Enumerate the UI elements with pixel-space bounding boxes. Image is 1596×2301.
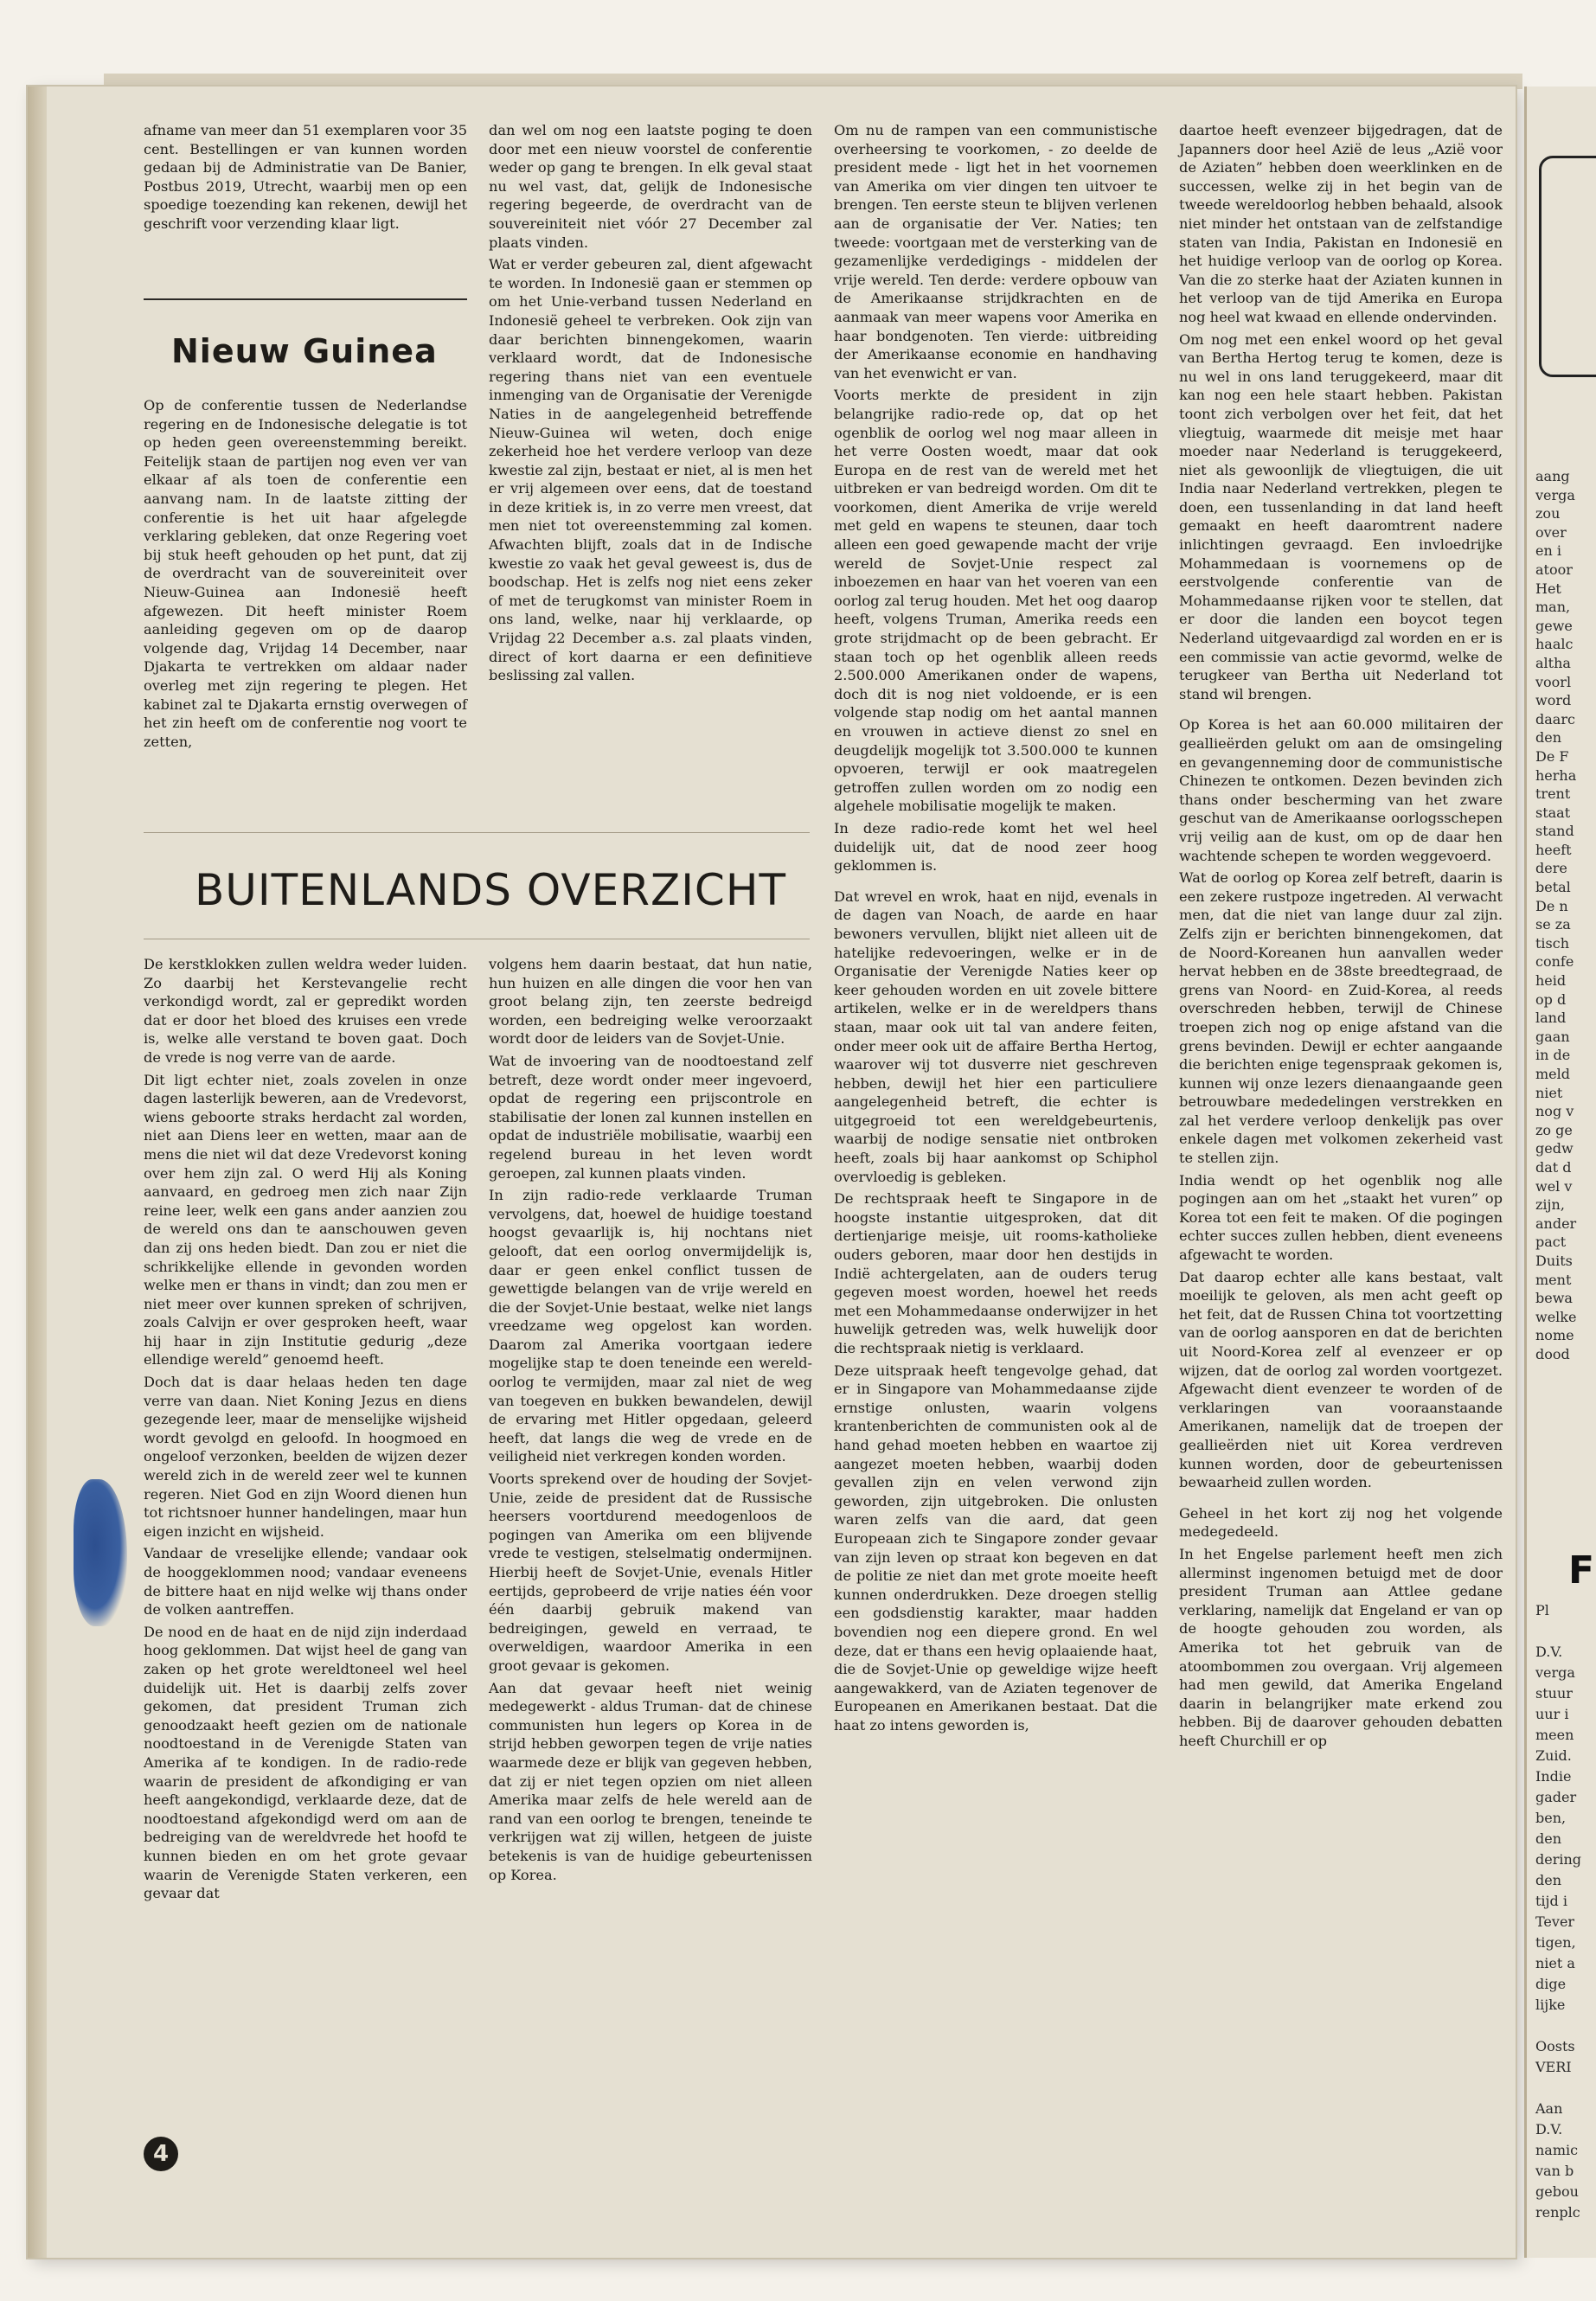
column-1-top <box>144 121 467 237</box>
paragraph: De kerstklokken zullen weldra weder luiden. Zo daarbij het Kerstevangelie recht verkondigd wordt, zal er gepredikt worden dat er door het bloed des kruises een vrede is, welke alle verstand te boven gaat. Doch de vrede is nog verre van de aarde. <box>144 956 467 1066</box>
paragraph: dan wel om nog een laatste poging te doen door met een nieuw voorstel de conferentie weder op gang te brengen. In elk geval staat nu wel vast, dat, gelijk de Indonesische regering begeerde, de overdracht van de souvereiniteit niet vóór 27 December zal plaats vinden. <box>489 122 812 251</box>
section-divider <box>144 832 810 833</box>
paragraph: Dat daarop echter alle kans bestaat, valt moeilijk te geloven, als men acht geeft op het feit, dat de Russen China tot voortzetting van de oorlog aansporen en dat de berichten uit Noord-Korea zelf al evenzeer er op wijzen, dat de oorlog zal worden voortgezet. Afgewacht dient evenzeer te worden of de verklaringen van vooraanstaande Amerikanen, namelijk dat de troepen der geallieërden niet uit Korea verdreven kunnen worden, door de gebeurtenissen bewaarheid zullen worden. <box>1179 1268 1503 1491</box>
paragraph: Aan dat gevaar heeft niet weinig medegewerkt - aldus Truman- dat de chinese communisten hun legers op Korea in de strijd hebben geworpen tegen de vrije naties waarmede deze er blijk van gegeven hebben, dat zij er niet tegen opzien om niet alleen Amerika maar zelfs de hele wereld aan de rand van een oorlog te brengen, teneinde te verkrijgen wat zij willen, hetgeen de juiste betekenis is van de huidige gebeurtenissen op Korea. <box>489 1679 812 1883</box>
adjacent-text-fragments: aang verga zou over en i atoor Het man, gewe haalc altha voorl word daarc den De F herha trent staat stand heeft dere betal De n se za tisch confe heid op d land gaan in de meld niet nog v zo ge gedw dat d wel v zijn, ander pact Duits ment bewa welke nome dood <box>1535 468 1577 1362</box>
paragraph: Wat de invoering van de noodtoestand zelf betreft, deze wordt onder meer ingevoerd, opdat de regering een prijscontrole en stabilisatie der lonen zal kunnen instellen en opdat de industriële mobilisatie, waarbij een regelend bureau in het leven wordt geroepen, zal kunnen plaats vinden. <box>489 1052 812 1182</box>
paragraph: Geheel in het kort zij nog het volgende medegedeeld. <box>1179 1504 1503 1541</box>
nieuw-guinea-paragraph: Op de conferentie tussen de Nederlandse regering en de Indonesische delegatie is tot op heden geen overeenstemming bereikt. Feitelijk staan de partijen nog even ver van elkaar af als toen de conferentie een aanvang nam. In de laatste zitting der conferentie is het uit haar afgelegde verklaring gebleken, dat onze Regering voet bij stuk heeft gehouden op het punt, dat zij de overdracht van de souvereiniteit over Nieuw-Guinea aan Indonesië heeft afgewezen. Dit heeft minister Roem aanleiding gegeven om op de daarop volgende dag, Vrijdag 14 December, naar Djakarta te vertrekken om aldaar nader overleg met zijn regering te plegen. Het kabinet zal te Djakarta ernstig overwegen of het zin heeft om de conferentie nog voort te zetten, <box>144 397 467 750</box>
nieuw-guinea-heading: Nieuw Guinea <box>171 332 438 370</box>
paragraph: Vandaar de vreselijke ellende; vandaar ook de hooggeklommen nood; vandaar eveneens de bittere haat en nijd welke wij thans onder de volken aantreffen. <box>144 1545 467 1618</box>
column-2-bottom <box>489 955 812 1888</box>
paragraph: In deze radio-rede komt het wel heel duidelijk uit, dat de nood zeer hoog geklommen is. <box>834 819 1157 875</box>
column-3 <box>834 121 1157 1738</box>
subscription-notice: afname van meer dan 51 exemplaren voor 35 cent. Bestellingen er van kunnen worden gedaan bij de Administratie van De Banier, Postbus 2019, Utrecht, waarbij men op een spoedige toezending kan rekenen, dewijl het geschrift voor verzending klaar ligt. <box>144 122 467 232</box>
paper-left-edge <box>28 87 47 2258</box>
adjacent-heading-letter: F <box>1568 1548 1595 1593</box>
adjacent-page-strip <box>1524 87 1596 2258</box>
adjacent-frame <box>1539 156 1596 377</box>
paragraph: volgens hem daarin bestaat, dat hun natie, hun huizen en alle dingen die voor hen van groot belang zijn, ten zeerste bedreigd worden, een bedreiging welke veroorzaakt wordt door de leiders van de Sovjet-Unie. <box>489 956 812 1048</box>
page-number: 4 <box>144 2137 178 2171</box>
paragraph: In zijn radio-rede verklaarde Truman vervolgens, dat, hoewel de huidige toestand hoogst gevaarlijk is, hij nochtans niet gelooft, dat een oorlog onvermijdelijk is, daar er geen enkel conflict tussen de gewettigde belangen van de vrije wereld en die der Sovjet-Unie bestaat, welke niet langs vreedzame weg opgelost kan worden. Daarom zal Amerika voortgaan iedere mogelijke stap te doen teneinde een wereld-oorlog te vermijden, maar zal niet de weg van toegeven en bukken bewandelen, dewijl de ervaring met Hitler opgedaan, geleerd heeft, dat langs die weg de vrede en de veiligheid niet verkregen konden worden. <box>489 1187 812 1465</box>
column-1-bottom <box>144 955 467 1907</box>
paragraph: Voorts merkte de president in zijn belangrijke radio-rede op, dat op het ogenblik de oorlog wel nog maar alleen in het verre Oosten woedt, maar dat ook Europa en de rest van de wereld met het uitbreken er van bedreigd worden. Om dit te voorkomen, dient Amerika de vrije wereld met geld en wapens te steunen, daar toch alleen een goed gewapende macht der vrije wereld de Sovjet-Unie respect zal inboezemen en haar van het voeren van een oorlog zal terug houden. Met het oog daarop heeft, volgens Truman, Amerika reeds een grote strijdmacht op de been gebracht. Er staan toch op het ogenblik alleen reeds 2.500.000 Amerikanen onder de wapens, doch dit is nog niet voldoende, er is een volgende stap nodig om het aantal mannen en vrouwen in actieve dienst zo snel en deugdelijk mogelijk tot 3.500.000 te kunnen opvoeren, terwijl er ook maatregelen getroffen zullen worden om zo nodig een algehele mobilisatie mogelijk te maken. <box>834 387 1157 815</box>
paragraph: Voorts sprekend over de houding der Sovjet-Unie, zeide de president dat de Russische heersers voortdurend meedogenloos de pogingen van Amerika om een blijvende vrede te vestigen, stelselmatig ondermijnen. Hierbij heeft de Sovjet-Unie, evenals Hitler eertijds, geprobeerd de vrije naties één voor één daarbij gebruik makend van bedreigingen, geweld en verraad, te overweldigen, waardoor Amerika in een groot gevaar is gekomen. <box>489 1471 812 1674</box>
paragraph: India wendt op het ogenblik nog alle pogingen aan om het „staakt het vuren” op Korea tot een feit te maken. Of die pogingen echter succes zullen hebben, dient eveneens afgewacht te worden. <box>1179 1171 1503 1264</box>
nieuw-guinea-article <box>144 396 467 754</box>
column-2-top <box>489 121 812 689</box>
paragraph: Dit ligt echter niet, zoals zovelen in onze dagen lasterlijk beweren, aan de Vredevorst, wiens geboorte straks herdacht zal worden, niet aan Diens leer en wetten, maar aan de mens die niet wil dat deze Vredevorst koning over hem zijn zal. O werd Hij als Koning aanvaard, en gedroeg men zich naar Zijn reine leer, welk een gans ander aanzien zou de wereld ons dan te aanschouwen geven dan zij ons heden biedt. Dan zou er niet die schrikkelijke ellende in gevonden worden welke men er thans in vindt; dan zou men er niet meer over kunnen spreken of schrijven, zoals Calvijn er over gesproken heeft, waar hij haar in zijn Institutie gedurig „deze ellendige wereld” genoemd heeft. <box>144 1071 467 1368</box>
paragraph: Op Korea is het aan 60.000 militairen der geallieërden gelukt om aan de omsingeling en gevangenneming door de communistische Chinezen te ontkomen. Dezen bevinden zich thans onder bescherming van het zware geschut van de Amerikaanse oorlogsschepen vrij veilig aan de kust, om op de daar hen wachtende schepen te worden weggevoerd. <box>1179 716 1503 864</box>
paragraph: daartoe heeft evenzeer bijgedragen, dat de Japanners door heel Azië de leus „Azië voor de Aziaten” hebben doen weerklinken en de successen, welke zij in het begin van de tweede wereldoorlog hebben behaald, alsook niet minder het ontstaan van de zelfstandige staten van India, Pakistan en Indonesië en het huidige verloop van de oorlog op Korea. Van die zo sterke haat der Aziaten kunnen in het verloop van de tijd Amerika en Europa nog heel wat kwaad en ellende ondervinden. <box>1179 122 1503 325</box>
paragraph: Deze uitspraak heeft tengevolge gehad, dat er in Singapore van Mohammedaanse zijde ernstige onlusten, waarin volgens krantenberichten de communisten ook al de hand gehad moeten hebben en waartoe zij aangezet moeten hebben, waarbij doden gevallen zijn en velen verwond zijn geworden, zijn uitgebroken. Die onlusten waren zelfs van die aard, dat geen Europeaan zich te Singapore zonder gevaar van zijn leven op straat kon begeven en dat de politie ze niet dan met grote moeite heeft kunnen onderdrukken. Deze droegen stellig een godsdienstig karakter, maar hadden bovendien nog een diepere grond. En wel deze, dat er thans een hevig oplaaiende haat, die de Sovjet-Unie op geweldige wijze heeft aangewakkerd, van de Aziaten tegenover de Europeanen en Amerikanen bestaat. Dat die haat zo intens geworden is, <box>834 1362 1157 1734</box>
paragraph: De nood en de haat en de nijd zijn inderdaad hoog geklommen. Dat wijst heel de gang van zaken op het grote wereldtoneel wel heel duidelijk uit. Het is daarbij zelfs zover gekomen, dat president Truman zich genoodzaakt heeft gezien om de nationale noodtoestand in de Verenigde Staten van Amerika af te kondigen. In de radio-rede waarin de president de afkondiging er van heeft aangekondigd, verklaarde deze, dat de noodtoestand afgekondigd werd om aan de bedreiging van de wereldvrede het hoofd te kunnen bieden en om het grote gevaar waarin de Verenigde Staten verkeren, een gevaar dat <box>144 1623 467 1902</box>
paragraph: Om nog met een enkel woord op het geval van Bertha Hertog terug te komen, deze is nu wel in ons land teruggekeerd, maar dit kan nog een hele staart hebben. Pakistan toont zich verbolgen over het feit, dat het vliegtuig, waarmede dit meisje met haar moeder naar Nederland is teruggekeerd, niet als gewoonlijk de vliegtuigen, die uit India naar Nederland vertrekken, plegen te doen, een tussenlanding in dat land heeft gemaakt en heeft daaromtrent nadere inlichtingen gevraagd. Een invloedrijke Mohammedaan is voornemens op de eerstvolgende conferentie van de Mohammedaanse rijken voor te stellen, dat er door die landen een boycot tegen Nederland uitgevaardigd zal worden en er is een commissie van actie gevormd, welke de terugkeer van Bertha uit Nederland tot stand wil brengen. <box>1179 330 1503 702</box>
column-4 <box>1179 121 1503 1753</box>
paragraph: Doch dat is daar helaas heden ten dage verre van daan. Niet Koning Jezus en diens gezegende leer, maar de menselijke wijsheid wordt gevolgd en geloofd. In hoogmoed en ongeloof verzonken, beelden de wijzen dezer wereld zich in de wereld zeer wel te kunnen regeren. Niet God en zijn Woord dienen hun tot richtsnoer hunner handelingen, maar hun eigen inzicht en wijsheid. <box>144 1374 467 1540</box>
paragraph: Wat er verder gebeuren zal, dient afgewacht te worden. In Indonesië gaan er stemmen op om het Unie-verband tussen Nederland en Indonesië geheel te verbreken. Ook zijn van daar berichten binnengekomen, waarin verklaard wordt, dat de Indonesische regering thans niet van een eventuele inmenging van de Organisatie der Verenigde Naties in de aangelegenheid betreffende Nieuw-Guinea wil weten, doch enige zekerheid hoe het verdere verloop van deze kwestie zal zijn, bestaat er niet, al is men het er vrij algemeen over eens, dat de toestand in deze kritiek is, in zo verre men vreest, dat men niet tot overeenstemming zal komen. Afwachten blijft, zoals dat in de Indische kwestie zo vaak het geval geweest is, dus de boodschap. Het is zelfs nog niet eens zeker of met de terugkomst van minister Roem in ons land, welke, naar hij verklaarde, op Vrijdag 22 December a.s. zal plaats vinden, direct of kort daarna er een definitieve beslissing zal vallen. <box>489 256 812 684</box>
paragraph: De rechtspraak heeft te Singapore in de hoogste instantie uitgesproken, dat dit dertienjarige meisje, uit rooms-katholieke ouders geboren, maar door hen destijds in Indië achtergelaten, aan de ouders terug gegeven moest worden, hoewel het reeds met een Mohammedaanse onderwijzer in het huwelijk getreden was, welk huwelijk door die rechtspraak nietig is verklaard. <box>834 1190 1157 1356</box>
ink-stain <box>74 1479 127 1626</box>
adjacent-text-fragments-2: Pl D.V. verga stuur uur i meen Zuid. Indie gader ben, den dering den tijd i Tever tigen, niet a dige lijke Oosts VERI Aan D.V. namic van b gebou renplc <box>1535 1602 1582 2221</box>
paragraph: In het Engelse parlement heeft men zich allerminst ingenomen betuigd met de door president Truman aan Attlee gedane verklaring, namelijk dat Engeland er van op de hoogte gehouden zou worden, als Amerika tot het gebruik van de atoombommen zou overgaan. Vrij algemeen had men gewild, dat Amerika Engeland daarin in belangrijker mate erkend zou hebben. Bij de daarover gehouden debatten heeft Churchill er op <box>1179 1545 1503 1749</box>
paragraph: Om nu de rampen van een communistische overheersing te voorkomen, - zo deelde de president mede - ligt het in het voornemen van Amerika om vier dingen ten uitvoer te brengen. Ten eerste steun te blijven verlenen aan de organisatie der Ver. Naties; ten tweede: voortgaan met de versterking van de gezamenlijke verdedigings - middelen der vrije wereld. Ten derde: verdere opbouw van de Amerikaanse strijdkrachten en de aanmaak van meer wapens voor Amerika en haar bondgenoten. Ten vierde: uitbreiding der Amerikaanse economie en handhaving van het evenwicht er van. <box>834 122 1157 381</box>
section-divider <box>144 298 467 300</box>
buitenlands-overzicht-heading: BUITENLANDS OVERZICHT <box>195 865 786 915</box>
paragraph: Dat wrevel en wrok, haat en nijd, evenals in de dagen van Noach, de aarde en haar bewoners vervullen, blijkt niet alleen uit de hatelijke redevoeringen, welke er in de Organisatie der Verenigde Naties keer op keer gehouden worden en uit zovele bittere artikelen, welke er in de wereldpers thans staan, maar ook uit tal van andere feiten, onder meer ook uit de affaire Bertha Hertog, waarover wij tot dusverre niet geschreven hebben, dewijl het hier een particuliere aangelegenheid betreft, die echter is uitgegroeid tot een wereldgebeurtenis, waarbij de nodige sensatie niet ontbroken heeft, zoals bij haar aankomst op Schiphol overvloedig is gebleken. <box>834 888 1157 1185</box>
paragraph: Wat de oorlog op Korea zelf betreft, daarin is een zekere rustpoze ingetreden. Al verwacht men, dat die niet van lange duur zal zijn. Zelfs zijn er berichten binnengekomen, dat de Noord-Koreanen hun aanvallen weder hervat hebben en de 38ste breedtegraad, de grens van Noord- en Zuid-Korea, al reeds overschreden hebben, terwijl de Chinese troepen zich nog op enige afstand van die grens bevinden. Dewijl er echter aangaande die berichten enige tegenspraak gekomen is, kunnen wij onze lezers dienaangaande geen betrouwbare mededelingen verstrekken en zal het verdere verloop denkelijk pas over enkele dagen met volkomen zekerheid vast te stellen zijn. <box>1179 869 1503 1167</box>
